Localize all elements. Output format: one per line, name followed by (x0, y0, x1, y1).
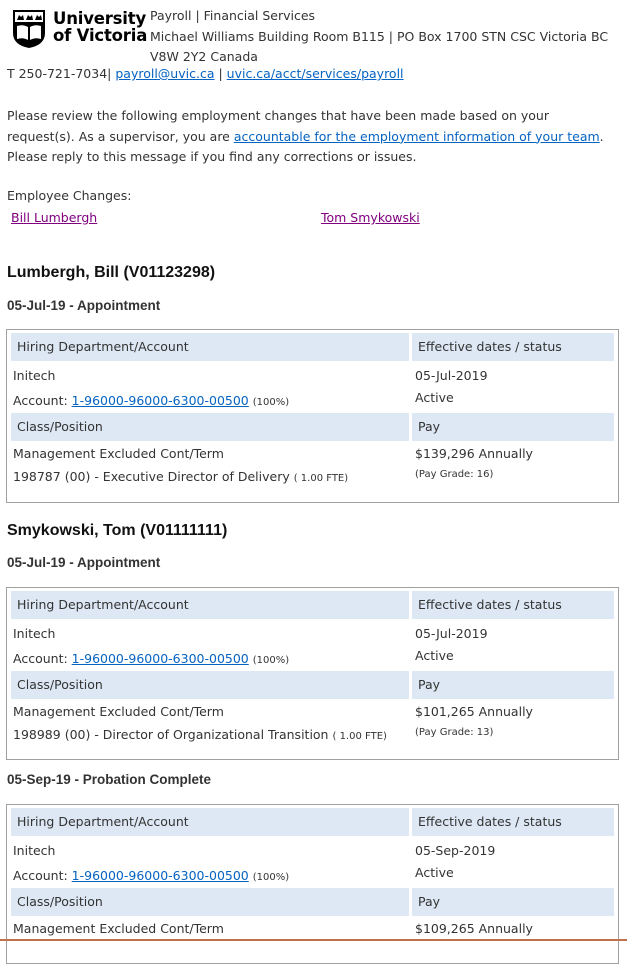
university-name: University of Victoria (53, 9, 148, 45)
event-title: 05-Sep-19 - Probation Complete (7, 772, 212, 787)
department: Initech (13, 368, 56, 383)
pay-grade: (Pay Grade: 16) (415, 469, 494, 480)
header-row: Class/Position Pay (7, 413, 618, 441)
address-line-2: V8W 2Y2 Canada (150, 49, 258, 64)
effective-date: 05-Jul-2019 (415, 626, 488, 641)
employee-link-bill-lumbergh[interactable]: Bill Lumbergh (11, 210, 98, 225)
employment-card: Hiring Department/Account Effective dates / status Initech 05-Sep-2019 Account: 1-96000-96000-6300-00500 (100%) Active Class/Position Pay Management Excluded Cont/Term $109,265 Annually (6, 804, 619, 964)
department: Initech (13, 626, 56, 641)
class: Management Excluded Cont/Term (13, 704, 224, 719)
employee-link-tom-smykowski[interactable]: Tom Smykowski (321, 210, 420, 225)
account-link[interactable]: 1-96000-96000-6300-00500 (71, 868, 249, 883)
position: 198989 (00) - Director of Organizational Transition (13, 727, 329, 742)
status: Active (415, 390, 454, 405)
pay-amount: $109,265 Annually (415, 921, 533, 936)
event-title: 05-Jul-19 - Appointment (7, 298, 161, 313)
employee-name: Lumbergh, Bill (V01123298) (7, 264, 216, 281)
intro-paragraph: Please review the following employment changes that have been made based on your request(s). As a supervisor, you are accountable for the employment information of your team. Please reply to this message if you find any corrections or issues. (7, 108, 604, 164)
email-link[interactable]: payroll@uvic.ca (115, 66, 215, 81)
class: Management Excluded Cont/Term (13, 446, 224, 461)
pay-grade: (Pay Grade: 13) (415, 727, 494, 738)
accountability-link[interactable]: accountable for the employment information of your team (233, 128, 600, 144)
employment-card: Hiring Department/Account Effective dates / status Initech 05-Jul-2019 Account: 1-96000-96000-6300-00500 (100%) Active Class/Position Pay Management Excluded Cont/Term $139,296 Annually 198787 (00) - Executive Director of Delivery ( 1.00 FTE) (Pay Grade: 16) (6, 329, 619, 503)
event-title: 05-Jul-19 - Appointment (7, 555, 161, 570)
header-row: Hiring Department/Account Effective dates / status (7, 330, 618, 361)
employment-card: Hiring Department/Account Effective dates / status Initech 05-Jul-2019 Account: 1-96000-96000-6300-00500 (100%) Active Class/Position Pay Management Excluded Cont/Term $101,265 Annually 198989 (00) - Director of Organizational Transition ( 1.00 FTE) (Pay Grade: 13) (6, 587, 619, 760)
uvic-logo (10, 6, 150, 52)
website-link[interactable]: uvic.ca/acct/services/payroll (226, 66, 404, 81)
department: Initech (13, 843, 56, 858)
employee-name: Smykowski, Tom (V01111111) (7, 522, 228, 539)
address-line-1: Michael Williams Building Room B115 | PO Box 1700 STN CSC Victoria BC (150, 28, 609, 44)
account-link[interactable]: 1-96000-96000-6300-00500 (71, 393, 249, 408)
effective-date: 05-Sep-2019 (415, 843, 496, 858)
effective-date: 05-Jul-2019 (415, 368, 488, 383)
email-header (10, 4, 620, 64)
status: Active (415, 865, 454, 880)
department-name: Payroll | Financial Services (150, 8, 316, 23)
uvic-crest-icon (12, 9, 46, 49)
phone-number: T 250-721-7034| (7, 66, 112, 81)
account-link[interactable]: 1-96000-96000-6300-00500 (71, 651, 249, 666)
class: Management Excluded Cont/Term (13, 921, 224, 936)
employee-changes-label: Employee Changes: (7, 188, 132, 203)
contact-line: T 250-721-7034| payroll@uvic.ca | uvic.ca/acct/services/payroll (7, 66, 404, 81)
position: 198787 (00) - Executive Director of Delivery (13, 469, 290, 484)
address-block (150, 6, 608, 68)
pay-amount: $139,296 Annually (415, 446, 533, 461)
pay-amount: $101,265 Annually (415, 704, 533, 719)
status: Active (415, 648, 454, 663)
